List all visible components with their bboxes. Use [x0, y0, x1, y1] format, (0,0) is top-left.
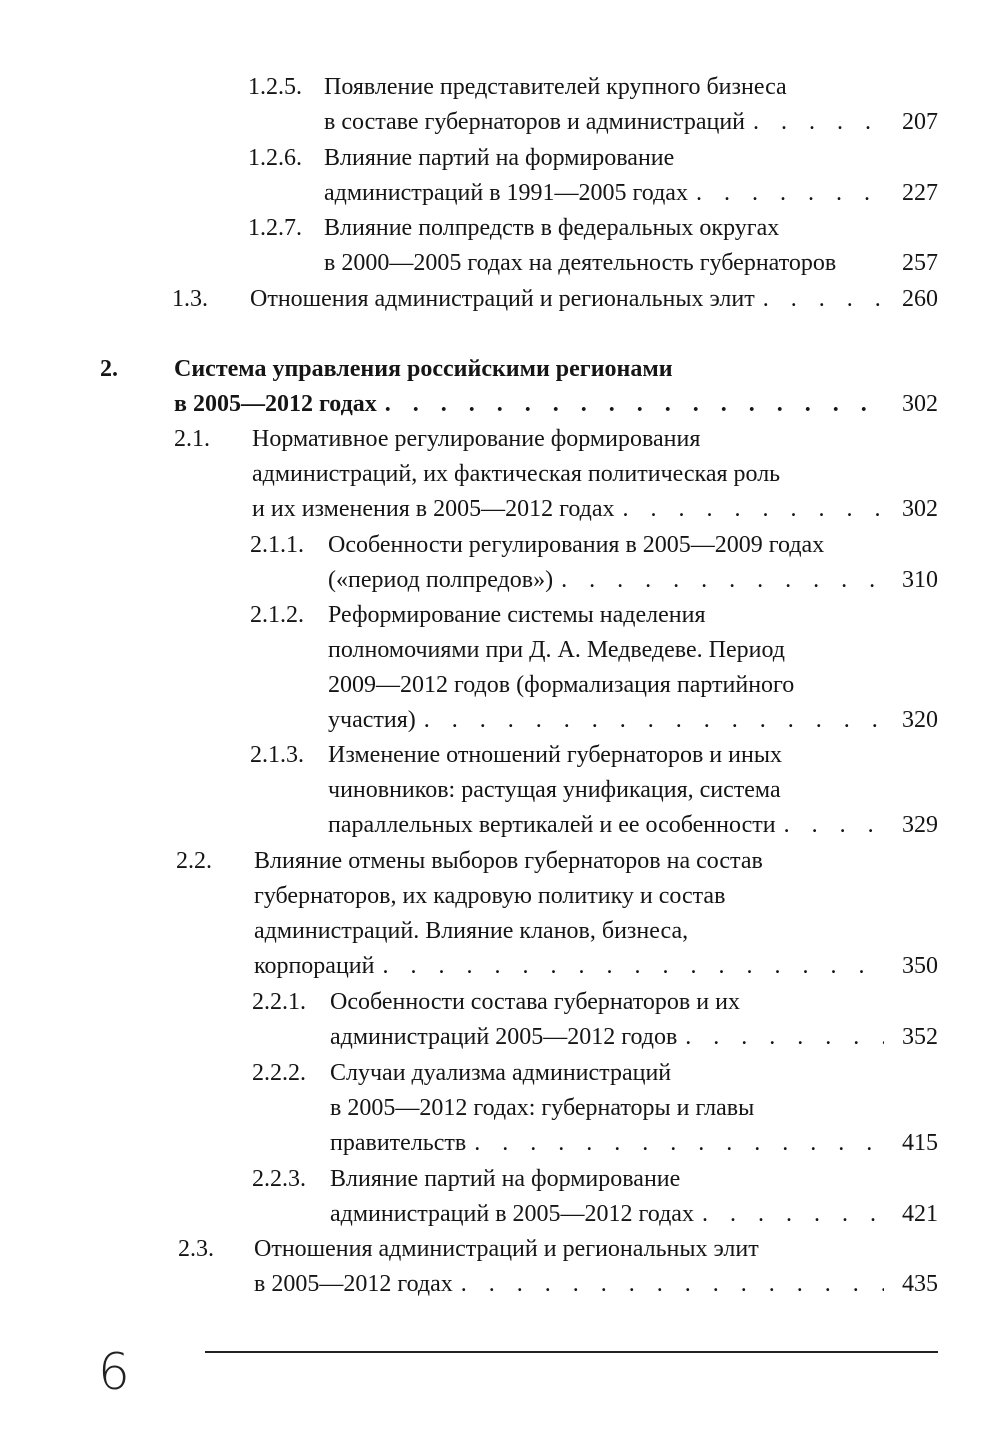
toc-entry-title-line: губернаторов, их кадровую политику и состав: [254, 883, 726, 909]
toc-entry-title-line: параллельных вертикалей и ее особенности: [328, 812, 776, 838]
toc-entry-title-line: в 2005—2012 годах: губернаторы и главы: [330, 1095, 755, 1121]
leader-dots: [614, 492, 884, 527]
toc-entry-leader-row: [330, 1126, 938, 1161]
toc-entry-title-line: и их изменения в 2005—2012 годах: [252, 496, 615, 522]
toc-entry-leader-row: [330, 1197, 938, 1232]
toc-page-number: 415: [902, 1130, 938, 1156]
toc-entry-leader-row: [328, 703, 938, 738]
toc-entry-title-line: в составе губернаторов и администраций: [324, 109, 746, 135]
toc-entry-leader-row: [324, 176, 938, 211]
toc-page-number: 302: [902, 391, 938, 417]
toc-entry-leader-row: [328, 563, 938, 598]
toc-entry-title-line: Влияние партий на формирование: [324, 145, 675, 171]
toc-page-number: 421: [902, 1201, 938, 1227]
toc-page-number: 260: [902, 286, 938, 312]
toc-entry-leader-row: [250, 282, 938, 317]
toc-entry-title-line: Влияние отмены выборов губернаторов на состав: [254, 848, 763, 874]
toc-entry-leader-row: [324, 105, 938, 140]
leader-dots: [453, 1267, 884, 1302]
leader-dots: [416, 703, 884, 738]
toc-page-number: 352: [902, 1024, 938, 1050]
toc-page-number: 310: [902, 567, 938, 593]
toc-entry-number: 2.1.1.: [250, 532, 304, 558]
toc-entry-title-line: Система управления российскими регионами: [174, 356, 673, 382]
toc-entry-title-line: Отношения администраций и региональных элит: [250, 286, 755, 312]
toc-entry-number: 2.3.: [178, 1236, 214, 1262]
toc-entry-title-line: Нормативное регулирование формирования: [252, 426, 701, 452]
toc-entry-title-line: администраций, их фактическая политическая роль: [252, 461, 781, 487]
leader-dots: [553, 563, 884, 598]
toc-entry-title-line: в 2000—2005 годах на деятельность губернаторов: [324, 250, 837, 276]
toc-entry-title-line: полномочиями при Д. А. Медведеве. Период: [328, 637, 785, 663]
leader-dots: [755, 282, 884, 317]
toc-entry-leader-row: [174, 387, 938, 422]
toc-entry-title-line: Влияние полпредств в федеральных округах: [324, 215, 780, 241]
toc-entry-number: 1.2.7.: [248, 215, 302, 241]
toc-entry-title-line: правительств: [330, 1130, 467, 1156]
toc-entry-title-line: Особенности регулирования в 2005—2009 годах: [328, 532, 825, 558]
toc-entry-title-line: Влияние партий на формирование: [330, 1166, 681, 1192]
toc-page-number: 302: [902, 496, 938, 522]
page-number: 6: [98, 1343, 130, 1401]
toc-page-number: 257: [902, 250, 938, 276]
toc-entry-title-line: Появление представителей крупного бизнеса: [324, 74, 787, 100]
leader-dots: [677, 1020, 884, 1055]
toc-entry-title-line: Случаи дуализма администраций: [330, 1060, 672, 1086]
leader-dots: [374, 949, 884, 984]
toc-entry-title-line: в 2005—2012 годах: [254, 1271, 453, 1297]
toc-entry-title-line: («период полпредов»): [328, 567, 554, 593]
toc-entry-leader-row: [254, 949, 938, 984]
toc-entry-leader-row: [324, 246, 938, 281]
toc-entry-number: 1.2.5.: [248, 74, 302, 100]
toc-entry-title-line: в 2005—2012 годах: [174, 391, 377, 417]
toc-entry-leader-row: [330, 1020, 938, 1055]
toc-page-number: 350: [902, 953, 938, 979]
toc-entry-title-line: корпораций: [254, 953, 375, 979]
leader-dots: [694, 1197, 884, 1232]
toc-entry-leader-row: [328, 808, 938, 843]
toc-page-number: 435: [902, 1271, 938, 1297]
toc-entry-title-line: Особенности состава губернаторов и их: [330, 989, 740, 1015]
leader-dots: [776, 808, 884, 843]
toc-entry-number: 1.3.: [172, 286, 208, 312]
toc-entry-title-line: Отношения администраций и региональных элит: [254, 1236, 759, 1262]
toc-page-number: 320: [902, 707, 938, 733]
toc-entry-title-line: администраций 2005—2012 годов: [330, 1024, 678, 1050]
toc-entry-title-line: участия): [328, 707, 416, 733]
toc-entry-title-line: администраций в 1991—2005 годах: [324, 180, 688, 206]
toc-entry-number: 2.2.: [176, 848, 212, 874]
toc-entry-leader-row: [254, 1267, 938, 1302]
toc-entry-title-line: Изменение отношений губернаторов и иных: [328, 742, 782, 768]
toc-entry-title-line: Реформирование системы наделения: [328, 602, 706, 628]
toc-entry-number: 2.1.: [174, 426, 210, 452]
toc-entry-title-line: чиновников: растущая унификация, система: [328, 777, 781, 803]
leader-dots: [688, 176, 884, 211]
toc-entry-number: 2.: [100, 356, 118, 382]
leader-dots: [377, 387, 884, 422]
toc-page-number: 227: [902, 180, 938, 206]
toc-entry-number: 2.2.1.: [252, 989, 306, 1015]
footer-rule: [205, 1351, 938, 1353]
toc-entry-number: 2.1.3.: [250, 742, 304, 768]
toc-entry-title-line: администраций в 2005—2012 годах: [330, 1201, 694, 1227]
leader-dots: [745, 105, 884, 140]
toc-entry-leader-row: [252, 492, 938, 527]
toc-page-number: 207: [902, 109, 938, 135]
toc-entry-number: 2.2.3.: [252, 1166, 306, 1192]
toc-page-number: 329: [902, 812, 938, 838]
toc-entry-number: 2.2.2.: [252, 1060, 306, 1086]
toc-entry-number: 1.2.6.: [248, 145, 302, 171]
toc-entry-number: 2.1.2.: [250, 602, 304, 628]
leader-dots: [466, 1126, 884, 1161]
toc-entry-title-line: администраций. Влияние кланов, бизнеса,: [254, 918, 689, 944]
toc-entry-title-line: 2009—2012 годов (формализация партийного: [328, 672, 795, 698]
